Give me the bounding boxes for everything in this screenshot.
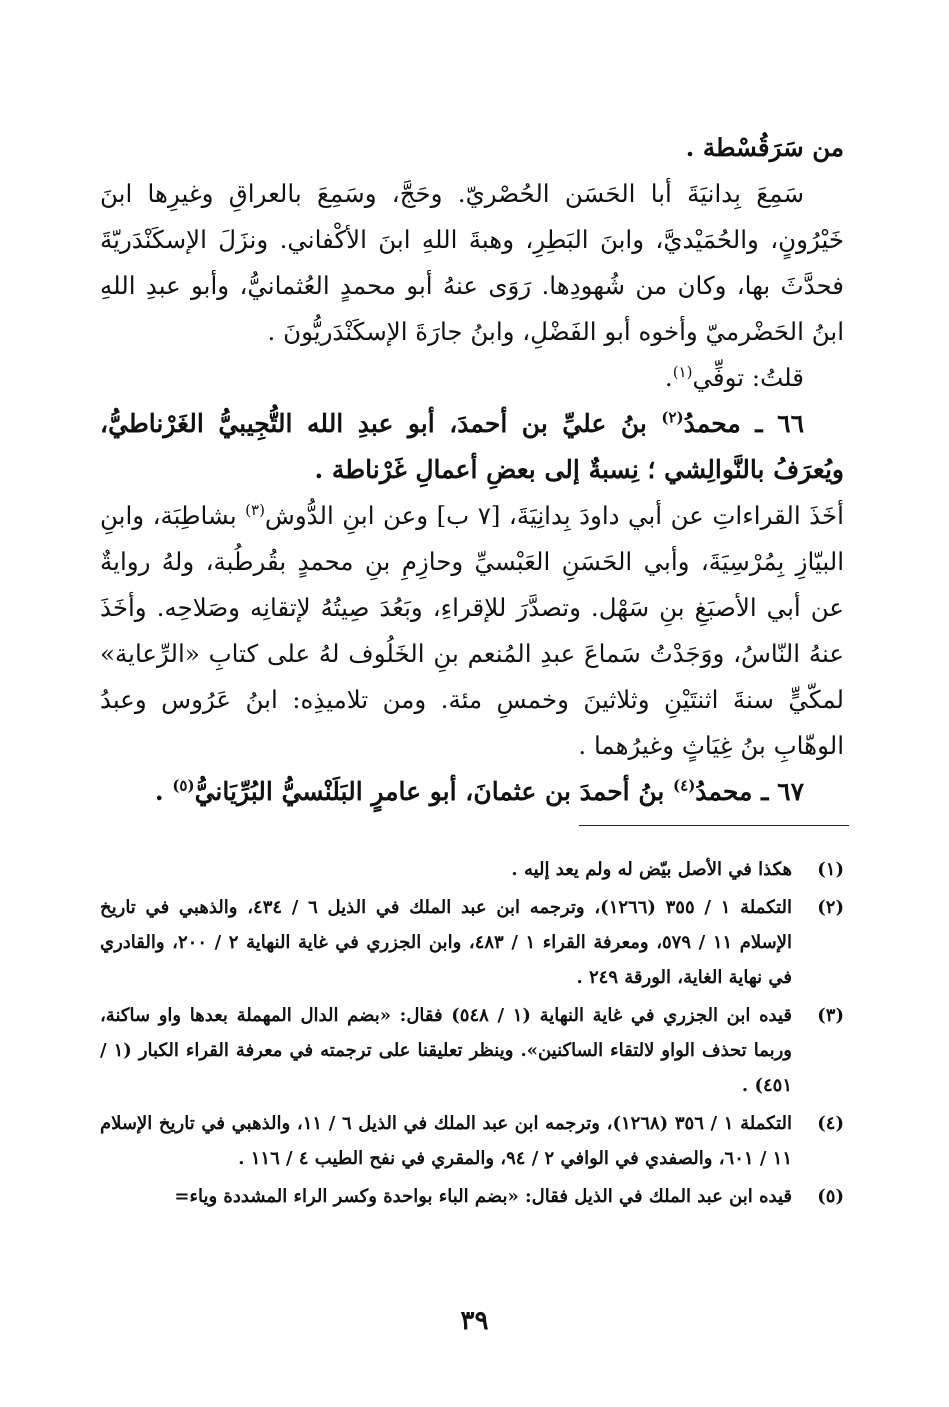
footnote-ref-5[interactable]: (٥) <box>172 776 195 795</box>
footnote-text: هكذا في الأصل بيّض له ولم يعد إليه . <box>511 859 792 880</box>
footnote-ref-4[interactable]: (٤) <box>673 776 696 795</box>
footnote-separator <box>579 825 849 826</box>
footnote-4 <box>100 1106 844 1176</box>
entry-66-title: بنُ عليِّ بن أحمدَ، أبو عبدِ الله التُّجِيبيُّ الغَرْناطيُّ، ويُعرَفُ بالنَّوالِشي ؛ نِسبةٌ إلى بعضِ أعمالِ غَرْناطة . <box>100 409 844 484</box>
entry-67-heading <box>100 769 844 815</box>
main-text <box>100 125 844 815</box>
footnote-text: التكملة ١ / ٣٥٥ (١٢٦٦)، وترجمه ابن عبد الملك في الذيل ٦ / ٤٣٤، والذهبي في تاريخ الإسلام ١١ / ٥٧٩، ومعرفة القراء ١ / ٤٨٣، وابن الجزري في غاية النهاية ٢ / ٢٠٠، والقادري في نهاية الغاية، الورقة ٢٤٩ . <box>100 897 793 988</box>
footnote-5 <box>100 1179 844 1214</box>
footnote-number: (٤) <box>817 1113 844 1134</box>
footnote-ref-2[interactable]: (٢) <box>661 408 684 427</box>
page-body <box>100 125 844 815</box>
footnote-number: (٣) <box>817 1005 844 1026</box>
footnote-1 <box>100 852 844 887</box>
footnote-number: (٢) <box>817 897 844 918</box>
footnote-text: قيده ابن الجزري في غاية النهاية (١ / ٥٤٨) فقال: «بضم الدال المهملة بعدها واو ساكنة، وربما تحذف الواو لالتقاء الساكنين». وينظر تعليقنا على ترجمته في معرفة القراء الكبار (١ / ٤٥١) . <box>100 1005 792 1096</box>
opening-line: من سَرَقُسْطة . <box>685 133 844 162</box>
footnote-text: التكملة ١ / ٣٥٦ (١٢٦٨)، وترجمه ابن عبد الملك في الذيل ٦ / ١١، والذهبي في تاريخ الإسلام ١١ / ٦٠١، والصفدي في الوافي ٢ / ٩٤، والمقري في نفح الطيب ٤ / ١١٦ . <box>100 1113 793 1169</box>
entry-67-number: ٦٧ ـ محمدُ <box>695 777 804 806</box>
qult-text: قلتُ: توفِّي <box>692 363 804 392</box>
entry-65-paragraph: سَمِعَ بِدانيَةَ أبا الحَسَن الحُصْريّ. وحَجَّ، وسَمِعَ بالعراقِ وغيرِها ابنَ خَيْرُونٍ، والحُمَيْديَّ، وابنَ البَطِرِ، وهبةَ اللهِ ابنَ الأكْفاني. ونزَلَ الإسكَنْدَريّةَ فحدَّثَ بها، وكان من شُهودِها. رَوَى عنهُ أبو محمدٍ العُثمانيُّ، وأبو عبدِ اللهِ ابنُ الحَضْرميّ وأخوه أبو الفَضْلِ، وابنُ جارَةَ الإسكَنْدَريُّونَ . <box>100 179 844 346</box>
footnote-number: (٥) <box>817 1186 844 1207</box>
footnote-ref-1[interactable]: (١) <box>672 362 693 381</box>
entry-66-number: ٦٦ ـ محمدُ <box>683 409 804 438</box>
footnote-ref-3[interactable]: (٣) <box>245 500 265 519</box>
footnote-text: قيده ابن عبد الملك في الذيل فقال: «بضم الباء بواحدة وكسر الراء المشددة وياء= <box>174 1186 792 1207</box>
entry-66-paragraph <box>100 493 844 769</box>
footnote-2 <box>100 890 844 995</box>
entry-66-para-part1: أخَذَ القراءاتِ عن أبي داودَ بِدانِيَةَ، [٧ ب] وعن ابنِ الدُّوش <box>264 501 844 530</box>
qult-line <box>100 355 844 401</box>
entry-66-para-part2: بشاطِبَة، وابنِ البيّازِ بِمُرْسِيَةَ، وأبي الحَسَنِ العَبْسيِّ وحازِمِ بنِ محمدٍ بقُرطُبة، ولهُ روايةٌ عن أبي الأصبَغِ بنِ سَهْل. وتصدَّرَ للإقراءِ، وبَعُدَ صِيتُهُ لإتقانِه وصَلاحِه. وأخَذَ عنهُ النّاسُ، ووَجَدْتُ سَماعَ عبدِ المُنعم بنِ الخَلُوف لهُ على كتابِ «الرِّعاية» لمكّيٍّ سنةَ اثنتَيْنِ وثلاثينَ وخمسِ مئة. ومن تلاميذِه: ابنُ عَرُوس وعبدُ الوهّابِ بنُ غِيَاثٍ وغيرُهما . <box>100 501 844 760</box>
entry-67-title: بنُ أحمدَ بن عثمانَ، أبو عامرٍ البَلَنْسيُّ البُرِّيَانيُّ <box>194 777 674 806</box>
qult-end: . <box>664 363 673 392</box>
footnote-3 <box>100 998 844 1103</box>
footnotes <box>100 852 844 1217</box>
entry-67-end: . <box>154 777 173 806</box>
page-number: ٣٩ <box>460 1306 489 1336</box>
entry-66-heading <box>100 401 844 493</box>
footnote-number: (١) <box>817 859 844 880</box>
